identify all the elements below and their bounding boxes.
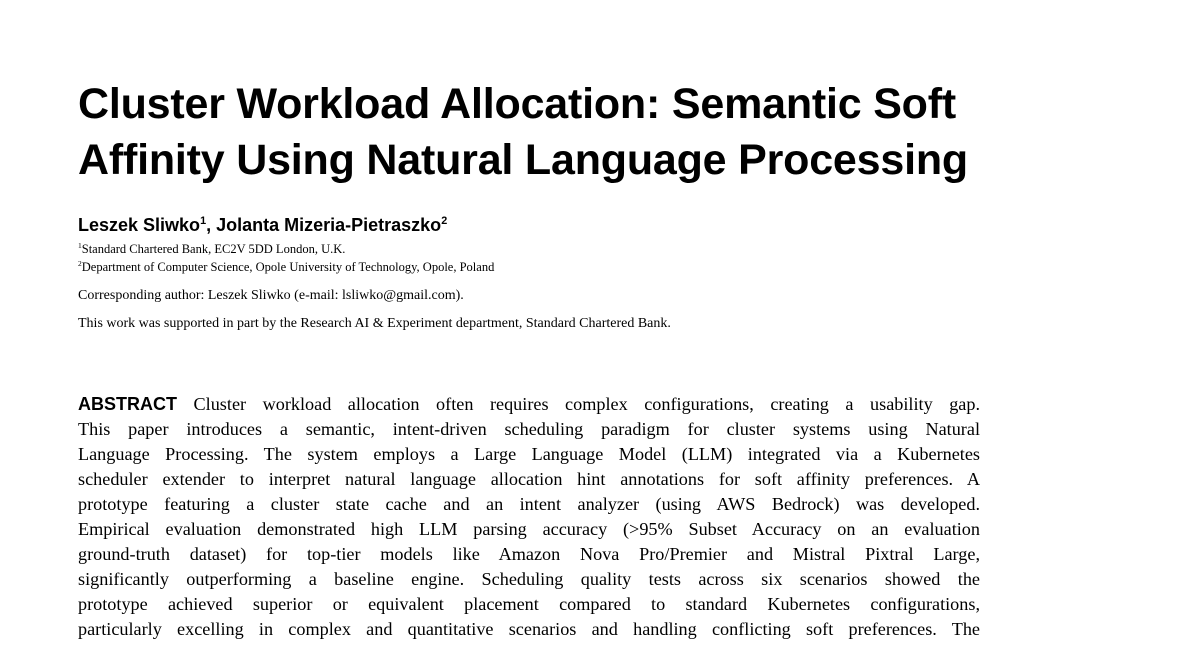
abstract-line: ground-truth dataset) for top-tier models like Amazon Nova Pro/Premier and Mistral Pixtral Large, xyxy=(78,544,980,564)
affiliation xyxy=(78,259,494,275)
author-separator: , xyxy=(206,215,217,235)
corresponding-author: Corresponding author: Leszek Sliwko (e-mail: lsliwko@gmail.com). xyxy=(78,288,464,303)
abstract-line: Language Processing. The system employs a Large Language Model (LLM) integrated via a Kubernetes xyxy=(78,444,980,464)
abstract-line: prototype achieved superior or equivalent placement compared to standard Kubernetes configurations, xyxy=(78,594,980,614)
affiliation-mark: 2 xyxy=(441,215,448,227)
abstract-line: Empirical evaluation demonstrated high LLM parsing accuracy (>95% Subset Accuracy on an evaluation xyxy=(78,519,980,539)
abstract-line: particularly excelling in complex and quantitative scenarios and handling conflicting soft preferences. The xyxy=(78,619,980,639)
affiliation xyxy=(78,241,345,257)
abstract-line: This paper introduces a semantic, intent-driven scheduling paradigm for cluster systems using Natural xyxy=(78,419,980,439)
abstract-line xyxy=(78,392,980,417)
title-line-1: Cluster Workload Allocation: Semantic Soft xyxy=(78,80,956,128)
affiliation-text: Standard Chartered Bank, EC2V 5DD London, U.K. xyxy=(81,242,346,256)
author-name: Leszek Sliwko xyxy=(78,215,201,235)
abstract-text: Cluster workload allocation often requires complex configurations, creating a usability gap. xyxy=(193,394,980,414)
paper-title xyxy=(78,76,1078,188)
affiliation-mark: 1 xyxy=(78,240,82,250)
abstract-label: ABSTRACT xyxy=(78,394,177,414)
title-line-2: Affinity Using Natural Language Processing xyxy=(78,136,968,184)
abstract-line: significantly outperforming a baseline engine. Scheduling quality tests across six scenarios showed the xyxy=(78,569,980,589)
abstract-line: scheduler extender to interpret natural language allocation hint annotations for soft affinity preferences. A xyxy=(78,469,980,489)
abstract xyxy=(78,392,980,642)
funding-note: This work was supported in part by the Research AI & Experiment department, Standard Chartered Bank. xyxy=(78,316,671,331)
author-list xyxy=(78,214,447,236)
abstract-line: prototype featuring a cluster state cache and an intent analyzer (using AWS Bedrock) was developed. xyxy=(78,494,980,514)
affiliation-mark: 1 xyxy=(200,215,207,227)
affiliation-text: Department of Computer Science, Opole University of Technology, Opole, Poland xyxy=(81,260,495,274)
affiliation-mark: 2 xyxy=(78,258,82,268)
author-name: Jolanta Mizeria-Pietraszko xyxy=(216,215,442,235)
